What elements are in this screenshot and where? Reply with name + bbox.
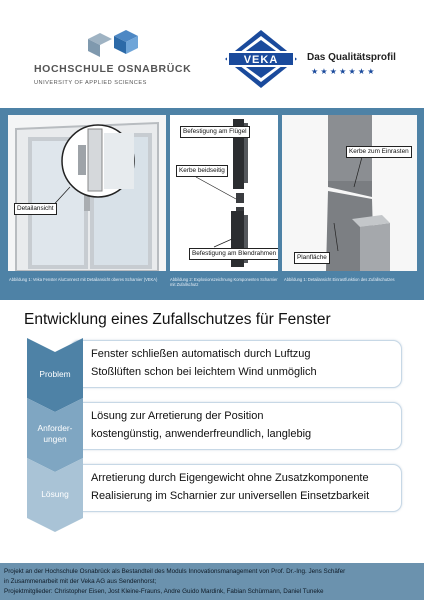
requirements-label-line-2: ungen [43,433,67,444]
figure-hinge-explosion [170,115,278,271]
footer-line-2: in Zusammenarbeit mit der Veka AG aus Sendenhorst; [4,578,157,585]
footer-line-3: Projektmitglieder: Christopher Eisen, Jost Kleine-Frauns, Andre Guido Mardink, Fabian Schürmann, Daniel Tuneke [4,588,324,595]
footer [0,563,424,600]
requirements-label-line-1: Anforder- [37,423,73,433]
requirements-bullet-2: • kostengünstig, anwenderfreundlich, langlebig [71,425,401,443]
university-subtitle: UNIVERSITY OF APPLIED SCIENCES [34,80,147,86]
requirements-box [70,402,402,450]
requirements-label [27,423,83,445]
veka-logo-text: VEKA [243,54,279,66]
requirements-bullet-1: • Lösung zur Arretierung der Position [71,407,401,425]
problem-label: Problem [39,369,71,379]
figure-window-photo [8,115,166,271]
callout-kerbe-beidseitig: Kerbe beidseitig [176,165,228,177]
problem-bullet-1: • Fenster schließen automatisch durch Luftzug [71,345,401,363]
snap-detail-illustration [282,115,417,271]
figure-caption-2: Abbildung 2: Explosionszeichnung Komponenten Scharnier mit Zufallschutz [170,277,278,288]
callout-befestigung-blendrahmen: Befestigung am Blendrahmen [189,248,278,260]
university-name: HOCHSCHULE OSNABRÜCK [34,63,192,75]
footer-line-1: Projekt an der Hochschule Osnabrück als Bestandteil des Moduls Innovationsmanagement von Prof. Dr.-Ing. Jens Schäfer [4,568,346,575]
problem-box [70,340,402,388]
callout-befestigung-fluegel: Befestigung am Flügel [180,126,250,138]
partner-claim: Das Qualitätsprofil [307,52,396,63]
university-logo-icon [80,30,150,58]
callout-detailansicht: Detailansicht [14,203,57,215]
solution-bullet-1: • Arretierung durch Eigengewicht ohne Zusatzkomponente [71,469,401,487]
callout-planflaeche: Planfläche [294,252,330,264]
problem-bullet-2: • Stoßlüften schon bei leichtem Wind unmöglich [71,363,401,381]
solution-bullet-2: • Realisierung im Scharnier zur universellen Einsetzbarkeit [71,487,401,505]
veka-logo [223,28,299,90]
window-illustration [8,115,166,271]
solution-label: Lösung [41,489,69,499]
figure-caption-3: Abbildung 1: Detailansicht Einrastfunktion des Zufallschutzes [284,277,395,282]
figure-caption-1: Abbildung 1: Veka Fenster AluConnect mit Detailansicht oberes Scharnier (VEKA) [9,277,158,282]
solution-box [70,464,402,512]
partner-stars: ★★★★★★★ [311,67,377,76]
figure-snap-detail [282,115,417,271]
solution-chevron [27,458,83,532]
callout-kerbe-einrasten: Kerbe zum Einrasten [346,146,412,158]
page-title: Entwicklung eines Zufallschutzes für Fenster [24,311,331,328]
